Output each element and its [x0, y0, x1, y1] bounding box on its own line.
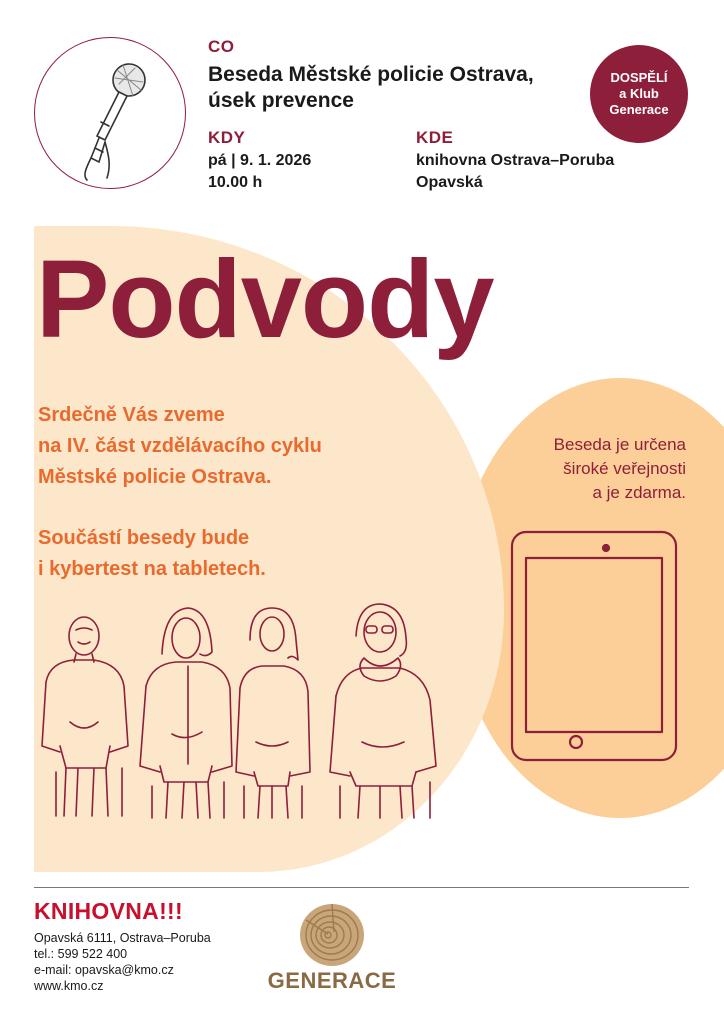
audience-note [470, 433, 686, 505]
when-label: KDY [208, 128, 246, 147]
tablet-icon [508, 528, 680, 764]
library-phone: tel.: 599 522 400 [34, 947, 128, 961]
people-illustration [36, 596, 456, 826]
generace-logo-text: GENERACE [267, 968, 397, 993]
tablet-test-line1: Součástí besedy bude [38, 527, 250, 549]
person-2 [140, 608, 232, 818]
microphone-badge [34, 37, 186, 189]
event-place: knihovna Ostrava–Poruba [416, 152, 615, 169]
event-title-line2: úsek prevence [208, 89, 354, 112]
event-branch: Opavská [416, 174, 483, 191]
tablet-test-text [38, 523, 418, 585]
badge-line2: a Klub [619, 86, 659, 101]
audience-line1: Beseda je určena [553, 435, 686, 454]
wood-logo-icon [298, 902, 366, 968]
audience-line3: a je zdarma. [592, 483, 686, 502]
invitation-line2: na IV. část vzdělávacího cyklu [38, 435, 322, 457]
audience-line2: široké veřejnosti [563, 459, 686, 478]
event-title [208, 62, 588, 114]
library-web[interactable]: www.kmo.cz [34, 979, 104, 993]
headline: Podvody [36, 238, 494, 361]
event-time: 10.00 h [208, 174, 263, 191]
where-label: KDE [416, 128, 454, 147]
invitation-line1: Srdečně Vás zveme [38, 404, 225, 426]
library-name: KNIHOVNA!!! [34, 898, 183, 924]
footer-divider [34, 887, 689, 888]
person-4 [330, 604, 436, 818]
person-1 [42, 617, 128, 816]
what-label: CO [208, 37, 235, 56]
library-address: Opavská 6111, Ostrava–Poruba [34, 931, 211, 945]
audience-badge [590, 45, 688, 143]
event-title-line1: Beseda Městské policie Ostrava, [208, 63, 534, 86]
invitation-text [38, 400, 478, 493]
person-3 [236, 608, 310, 818]
invitation-line3: Městské policie Ostrava. [38, 466, 272, 488]
event-date: pá | 9. 1. 2026 [208, 152, 312, 169]
tablet-test-line2: i kybertest na tabletech. [38, 558, 266, 580]
badge-line3: Generace [609, 102, 669, 117]
badge-line1: DOSPĚLÍ [610, 70, 668, 85]
microphone-icon [35, 38, 187, 190]
library-email[interactable]: e-mail: opavska@kmo.cz [34, 963, 174, 977]
